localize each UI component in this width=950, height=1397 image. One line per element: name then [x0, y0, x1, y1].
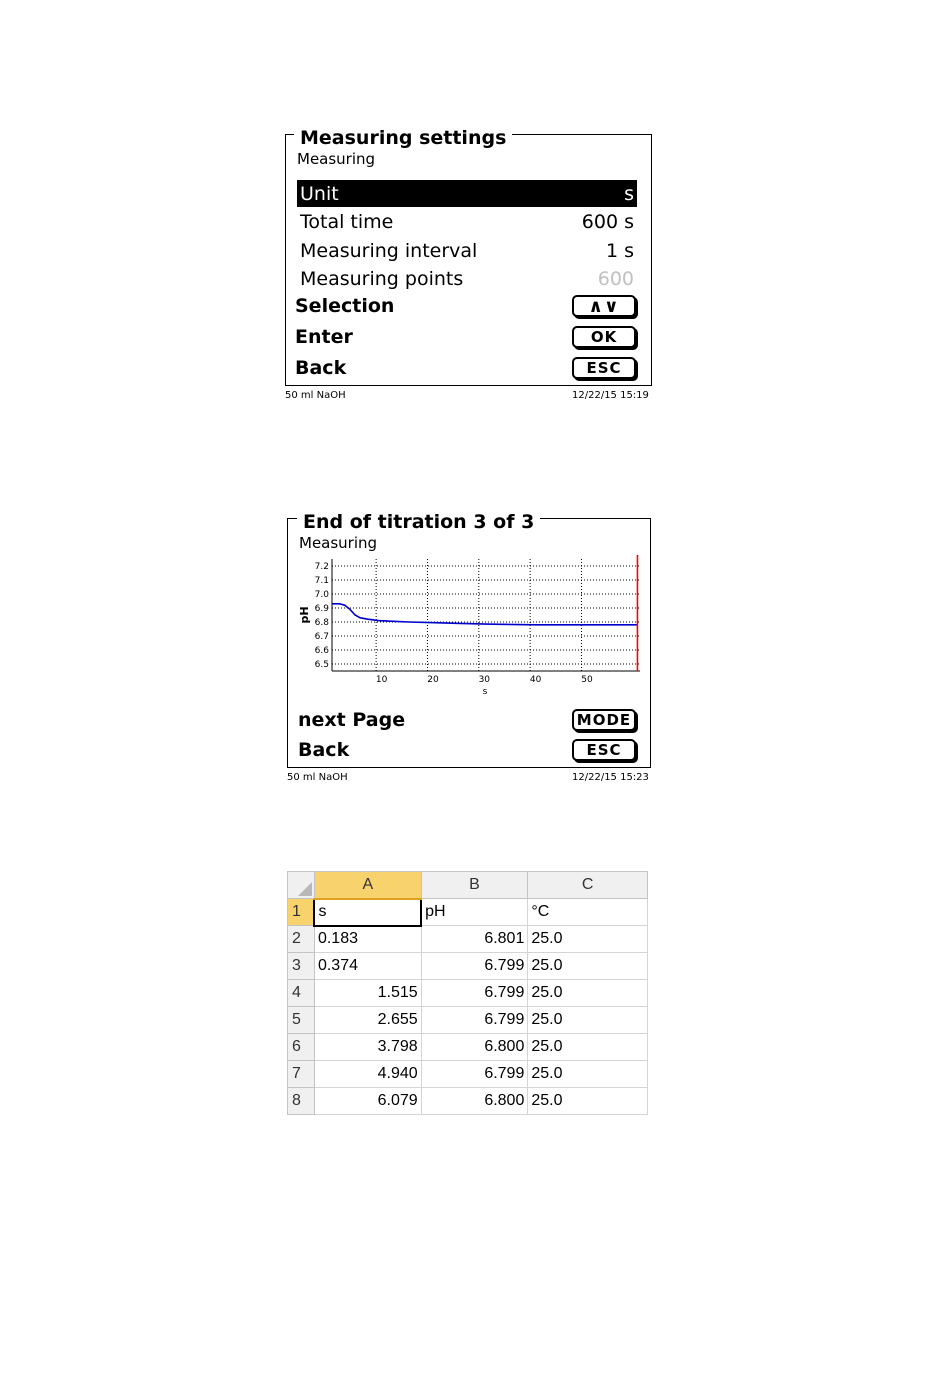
cell[interactable]: 6.799 — [421, 1061, 528, 1088]
key-label: Back — [298, 739, 350, 761]
y-tick-label: 7.2 — [314, 562, 329, 572]
panel-subtitle: Measuring — [297, 150, 376, 168]
cell[interactable]: 2.655 — [314, 1007, 421, 1034]
cell[interactable]: 6.799 — [421, 953, 528, 980]
column-header-b[interactable]: B — [421, 872, 528, 899]
cell[interactable]: 6.801 — [421, 926, 528, 953]
enter-key-row — [295, 326, 636, 348]
panel-title: End of titration 3 of 3 — [297, 511, 540, 533]
footer-datetime: 12/22/15 15:23 — [572, 772, 649, 783]
y-tick-label: 7.0 — [314, 590, 329, 600]
cell[interactable]: 25.0 — [528, 980, 648, 1007]
setting-value: 1 s — [605, 239, 634, 262]
footer-datetime: 12/22/15 15:19 — [572, 390, 649, 401]
cell[interactable]: 0.374 — [314, 953, 421, 980]
row-header[interactable]: 2 — [288, 926, 315, 953]
cell[interactable]: 4.940 — [314, 1061, 421, 1088]
y-tick-label: 6.5 — [314, 660, 329, 670]
setting-row-unit[interactable] — [297, 180, 637, 207]
mode-button[interactable]: MODE — [572, 709, 636, 731]
x-tick-label: 10 — [375, 675, 388, 685]
cell[interactable]: 25.0 — [528, 953, 648, 980]
x-tick-label: 40 — [529, 675, 542, 685]
table-row — [288, 1007, 648, 1034]
panel-title: Measuring settings — [294, 127, 512, 149]
cell[interactable]: 6.799 — [421, 980, 528, 1007]
y-tick-label: 6.9 — [314, 604, 329, 614]
cell[interactable]: 25.0 — [528, 1034, 648, 1061]
cell[interactable]: 6.079 — [314, 1088, 421, 1115]
y-tick-label: 7.1 — [314, 576, 329, 586]
cell[interactable]: s — [314, 899, 421, 926]
y-axis-label: pH — [298, 606, 311, 624]
back-key-row — [295, 357, 636, 379]
setting-row-measuring-interval[interactable] — [297, 237, 637, 264]
column-header-row — [288, 872, 648, 899]
x-tick-label: 50 — [581, 675, 593, 685]
row-header[interactable]: 1 — [288, 899, 315, 926]
row-header[interactable]: 7 — [288, 1061, 315, 1088]
setting-label: Measuring interval — [300, 239, 478, 262]
esc-button[interactable]: ESC — [572, 739, 636, 761]
setting-label: Unit — [300, 182, 339, 205]
next-page-key-row — [298, 709, 636, 731]
row-header[interactable]: 3 — [288, 953, 315, 980]
setting-value: s — [624, 182, 634, 205]
setting-value: 600 s — [581, 210, 634, 233]
setting-row-total-time[interactable] — [297, 208, 637, 235]
table-row — [288, 953, 648, 980]
cell[interactable]: 1.515 — [314, 980, 421, 1007]
cell[interactable]: pH — [421, 899, 528, 926]
row-header[interactable]: 8 — [288, 1088, 315, 1115]
x-tick-label: 20 — [427, 675, 439, 685]
y-tick-label: 6.7 — [314, 632, 329, 642]
selection-key-row — [295, 295, 636, 317]
key-label: Back — [295, 357, 347, 379]
cell[interactable]: 6.799 — [421, 1007, 528, 1034]
ok-button[interactable]: OK — [572, 326, 636, 348]
row-header[interactable]: 4 — [288, 980, 315, 1007]
corner-triangle-icon — [298, 882, 312, 896]
cell[interactable]: 25.0 — [528, 1088, 648, 1115]
ph-titration-chart — [296, 555, 646, 703]
cell[interactable]: 25.0 — [528, 1061, 648, 1088]
setting-label: Measuring points — [300, 267, 464, 290]
x-axis-label: s — [482, 687, 488, 697]
cell[interactable]: 0.183 — [314, 926, 421, 953]
row-header[interactable]: 6 — [288, 1034, 315, 1061]
row-header[interactable]: 5 — [288, 1007, 315, 1034]
column-header-c[interactable]: C — [528, 872, 648, 899]
cell[interactable]: 6.800 — [421, 1034, 528, 1061]
setting-value: 600 — [597, 267, 634, 290]
cell[interactable]: 25.0 — [528, 926, 648, 953]
footer-reagent: 50 ml NaOH — [285, 390, 346, 401]
table-row — [288, 980, 648, 1007]
cell[interactable]: °C — [528, 899, 648, 926]
esc-button[interactable]: ESC — [572, 357, 636, 379]
table-row — [288, 1034, 648, 1061]
cell[interactable]: 3.798 — [314, 1034, 421, 1061]
table-row — [288, 1088, 648, 1115]
key-label: Enter — [295, 326, 353, 348]
cell[interactable]: 25.0 — [528, 1007, 648, 1034]
spreadsheet-grid — [287, 871, 648, 1115]
y-tick-label: 6.6 — [314, 646, 329, 656]
column-header-a[interactable]: A — [314, 872, 421, 899]
table-row — [288, 899, 648, 926]
setting-label: Total time — [300, 210, 394, 233]
y-tick-label: 6.8 — [314, 618, 329, 628]
panel-subtitle: Measuring — [299, 534, 378, 552]
footer-reagent: 50 ml NaOH — [287, 772, 348, 783]
cell[interactable]: 6.800 — [421, 1088, 528, 1115]
select-all-corner[interactable] — [288, 872, 315, 899]
table-row — [288, 926, 648, 953]
setting-row-measuring-points — [297, 265, 637, 292]
table-row — [288, 1061, 648, 1088]
x-tick-label: 30 — [478, 675, 491, 685]
key-label: Selection — [295, 295, 395, 317]
back-key-row — [298, 739, 636, 761]
key-label: next Page — [298, 709, 406, 731]
up-down-arrows-button[interactable]: ∧∨ — [572, 295, 636, 317]
spreadsheet — [287, 871, 648, 1118]
